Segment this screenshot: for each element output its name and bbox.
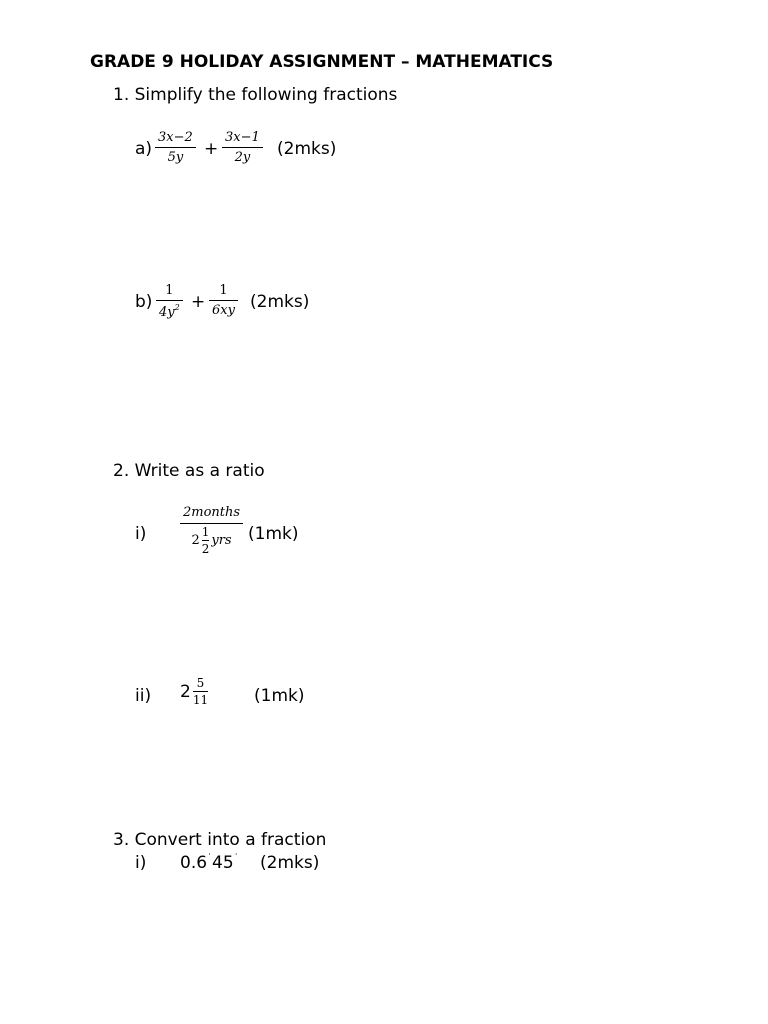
q2i-denominator	[188, 524, 234, 555]
q2i-numerator: 2months	[183, 505, 241, 520]
question-1-heading: 1. Simplify the following fractions	[113, 85, 398, 105]
q1b-frac1-numerator: 1	[165, 283, 174, 298]
q1a-frac1-numerator: 3x−2	[158, 130, 193, 145]
q1b-frac1-den-base: 4y	[159, 305, 175, 320]
q2ii-marks: (1mk)	[254, 686, 305, 706]
q2i-den-frac-num: 1	[201, 525, 210, 539]
q1b-frac1-den-exponent: 2	[174, 303, 180, 312]
recurring-dot-icon: ˙	[233, 853, 239, 864]
q2ii-mixed-number	[180, 677, 210, 706]
q2ii-whole: 2	[180, 681, 191, 702]
q3i-label: i)	[135, 853, 147, 873]
q3i-marks: (2mks)	[260, 853, 320, 873]
q1a-frac1-denominator: 5y	[167, 150, 184, 165]
q1a-frac2-denominator: 2y	[234, 150, 251, 165]
q2ii-label: ii)	[135, 686, 152, 706]
q2i-den-mixed-fraction	[202, 526, 210, 555]
q2ii-frac-num: 5	[196, 676, 205, 690]
q2i-den-whole: 2	[191, 533, 200, 548]
q1b-marks: (2mks)	[250, 292, 310, 312]
q2i-marks: (1mk)	[248, 524, 299, 544]
q1a-fraction-1	[155, 131, 196, 164]
q1a-frac2-numerator: 3x−1	[225, 130, 260, 145]
q1b-frac1-denominator	[156, 301, 183, 319]
q2ii-frac-den: 11	[192, 693, 209, 707]
q2i-den-frac-den: 2	[201, 542, 210, 556]
q1a-label: a)	[135, 139, 153, 159]
q2i-fraction	[180, 506, 243, 555]
question-2-heading: 2. Write as a ratio	[113, 461, 265, 481]
q1b-plus: +	[191, 292, 206, 312]
q1b-fraction-2	[209, 284, 238, 317]
q3i-recurring-decimal	[180, 853, 239, 873]
q1a-fraction-2	[222, 131, 263, 164]
q1b-label: b)	[135, 292, 153, 312]
q2i-den-unit: yrs	[211, 533, 232, 548]
q2ii-fraction	[193, 677, 208, 706]
q1a-plus: +	[204, 139, 219, 159]
page-title: GRADE 9 HOLIDAY ASSIGNMENT – MATHEMATICS	[90, 52, 554, 72]
q1b-frac2-denominator: 6xy	[212, 303, 235, 318]
recurring-dot-icon: ˙	[207, 853, 213, 864]
q1b-frac2-numerator: 1	[219, 283, 228, 298]
q3i-value-b: 45	[212, 853, 234, 873]
q1a-marks: (2mks)	[277, 139, 337, 159]
q3i-value-a: 0.6	[180, 853, 208, 873]
question-3-heading: 3. Convert into a fraction	[113, 830, 327, 850]
q2i-label: i)	[135, 524, 147, 544]
q1b-fraction-1	[156, 284, 183, 319]
